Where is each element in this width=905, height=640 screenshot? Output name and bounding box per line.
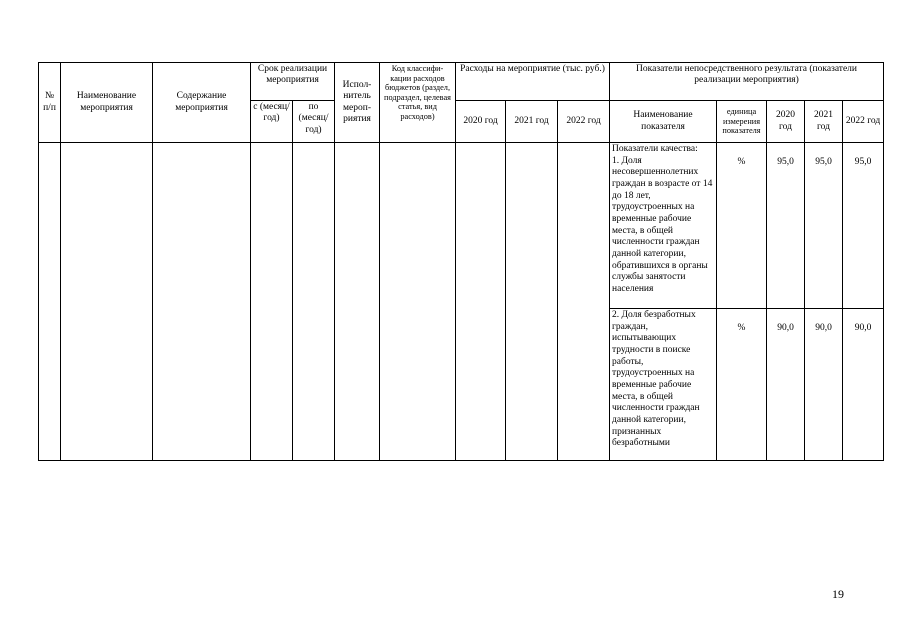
cell-period-to [293,143,335,461]
cell-exp-2021 [506,143,558,461]
header-exp-year-2022: 2022 год [558,101,610,143]
header-period-from: с (месяц/ год) [251,101,293,143]
indicator-value-2021: 90,0 [805,309,843,461]
header-exp-year-2021: 2021 год [506,101,558,143]
events-table [38,62,884,461]
page-number: 19 [832,587,844,601]
table-row [39,143,884,309]
header-indicator-name: Наименование показателя [610,101,717,143]
indicator-value-2021: 95,0 [805,143,843,309]
cell-period-from [251,143,293,461]
cell-exp-2020 [456,143,506,461]
header-period-to: по (месяц/ год) [293,101,335,143]
indicator-unit: % [717,143,767,309]
cell-event-name [61,143,153,461]
cell-exp-2022 [558,143,610,461]
indicator-value-2022: 95,0 [843,143,884,309]
header-content: Содержание мероприятия [153,63,251,143]
indicator-value-2020: 90,0 [767,309,805,461]
cell-num [39,143,61,461]
header-budget-code: Код классифи-кации расходов бюджетов (раздел, подраздел, целевая статья, вид расходов) [380,63,456,143]
header-res-year-2021: 2021 год [805,101,843,143]
header-num: № п/п [39,63,61,143]
header-expenses: Расходы на мероприятие (тыс. руб.) [456,63,610,101]
header-event-name: Наименование мероприятия [61,63,153,143]
indicator-name: Показатели качества: 1. Доля несовершеннолетних граждан в возрасте от 14 до 18 лет, трудоустроенных на временные рабочие места, в общей численности граждан данной категории, обратившихся в органы службы занятости населения [610,143,717,309]
header-unit: единица измерения показателя [717,101,767,143]
indicator-value-2022: 90,0 [843,309,884,461]
header-row-1 [39,63,884,101]
indicator-value-2020: 95,0 [767,143,805,309]
indicator-name: 2. Доля безработных граждан, испытывающих трудности в поиске работы, трудоустроенных на временные рабочие места, в общей численности граждан данной категории, признанных безработными [610,309,717,461]
header-res-year-2022: 2022 год [843,101,884,143]
header-executor: Испол-нитель мероп-риятия [335,63,380,143]
header-exp-year-2020: 2020 год [456,101,506,143]
indicator-unit: % [717,309,767,461]
cell-content [153,143,251,461]
header-period: Срок реализации мероприятия [251,63,335,101]
header-res-year-2020: 2020 год [767,101,805,143]
cell-executor [335,143,380,461]
header-results: Показатели непосредственного результата (показатели реализации мероприятия) [610,63,884,101]
cell-budget-code [380,143,456,461]
